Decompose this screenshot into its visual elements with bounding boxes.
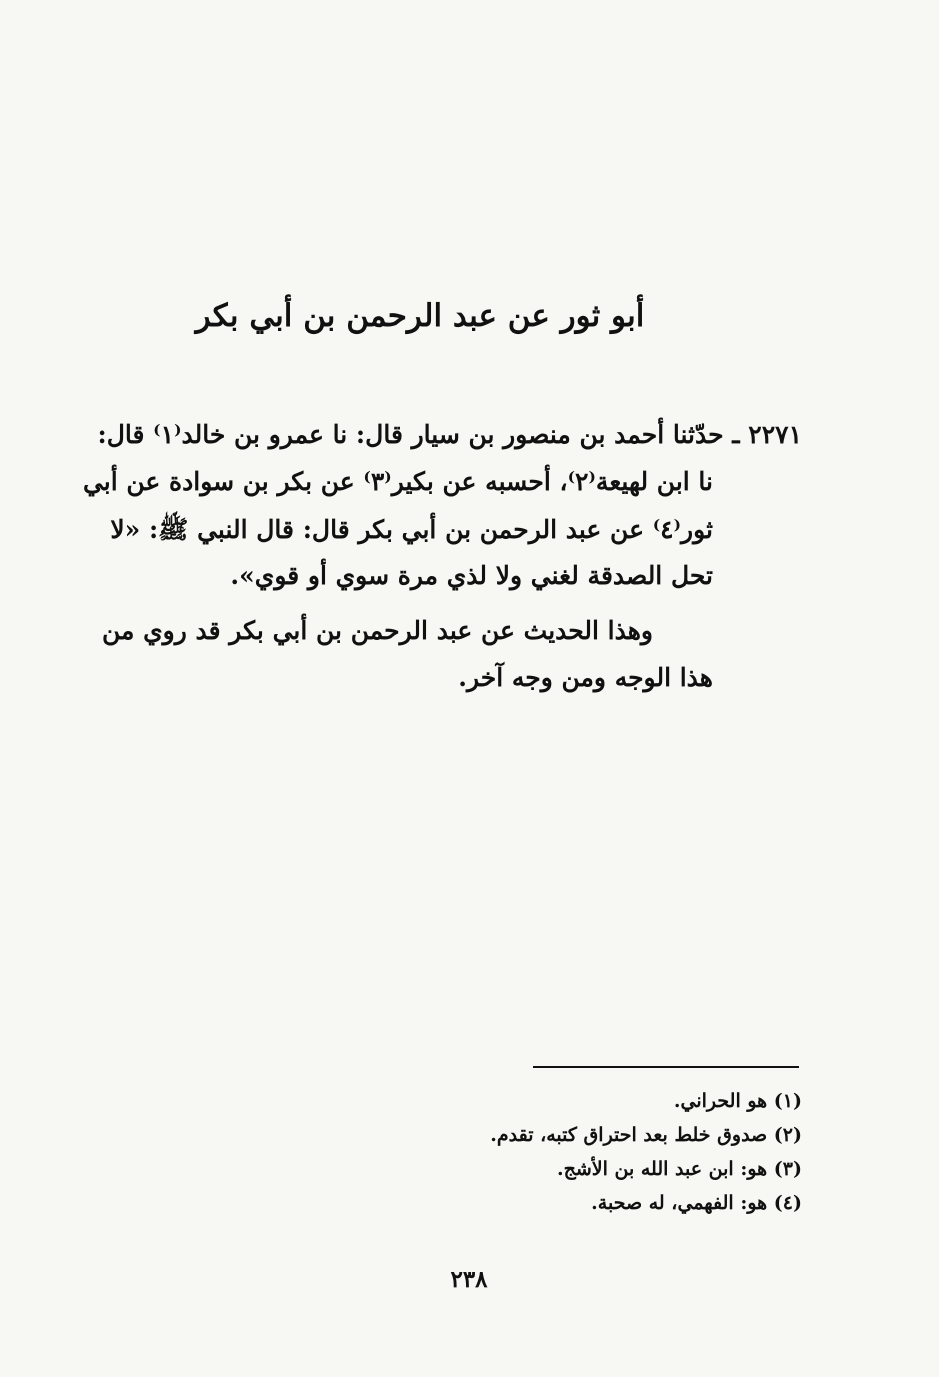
footnote-item: (٤) هو: الفهمي، له صحبة. (591, 1192, 802, 1214)
hadith-line: نا ابن لهيعة⁽٢⁾، أحسبه عن بكير⁽٣⁾ عن بكر بن سوادة عن أبي (82, 467, 713, 496)
page-number: ٢٣٨ (450, 1266, 488, 1293)
hadith-line: ٢٢٧١ ـ حدّثنا أحمد بن منصور بن سيار قال: نا عمرو بن خالد⁽١⁾ قال: (97, 420, 802, 449)
hadith-line: تحل الصدقة لغني ولا لذي مرة سوي أو قوي». (230, 561, 713, 590)
footnote-item: (٢) صدوق خلط بعد احتراق كتبه، تقدم. (490, 1124, 802, 1146)
footnote-item: (٣) هو: ابن عبد الله بن الأشج. (556, 1158, 802, 1180)
footnote-item: (١) هو الحراني. (673, 1090, 802, 1112)
comment-line: وهذا الحديث عن عبد الرحمن بن أبي بكر قد روي من (101, 616, 653, 645)
hadith-line: ثور⁽٤⁾ عن عبد الرحمن بن أبي بكر قال: قال النبي ﷺ: «لا (110, 515, 713, 544)
footnote-divider (533, 1066, 799, 1068)
section-heading: أبو ثور عن عبد الرحمن بن أبي بكر (195, 298, 645, 334)
comment-line: هذا الوجه ومن وجه آخر. (458, 663, 713, 692)
